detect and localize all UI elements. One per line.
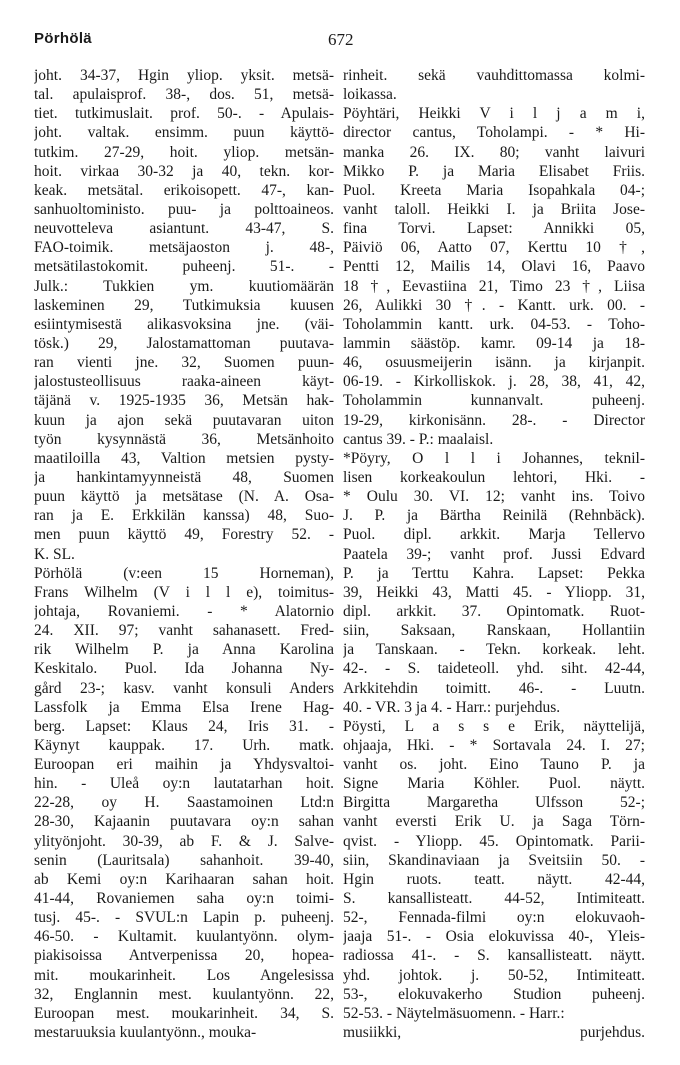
text-line: 24. XII. 97; vanht sahanasett. Fred-	[34, 622, 334, 640]
text-line: 26, Aulikki 30 †. - Kantt. urk. 00. -	[343, 296, 645, 314]
text-line: vanht os. joht. Eino Tauno P. ja	[343, 756, 645, 774]
text-line: Käynyt kauppak. 17. Urh. matk.	[34, 736, 334, 754]
text-line: tiet. tutkimuslait. prof. 50-. - Apulais-	[34, 105, 334, 123]
text-line: Pöysti, L a s s e Erik, näyttelijä,	[343, 717, 645, 735]
text-line: berg. Lapset: Klaus 24, Iris 31. -	[34, 717, 334, 735]
text-line: työn kysynnästä 36, Metsänhoito	[34, 430, 334, 448]
text-line: lammin säästöp. kamr. 09-14 ja 18-	[343, 334, 645, 352]
text-line: 52-53. - Näytelmäsuomenn. - Harr.:	[343, 1004, 565, 1022]
text-line: Frans Wilhelm (V i l l e), toimitus-	[34, 583, 334, 601]
text-line: 19-29, kirkonisänn. 28-. - Director	[343, 411, 645, 429]
text-line: S. kansallisteatt. 44-52, Intimiteatt.	[343, 890, 645, 908]
text-line: 42-. - S. taideteoll. yhd. siht. 42-44,	[343, 660, 645, 678]
text-line: metsätilastokomit. puheenj. 51-. -	[34, 258, 334, 276]
text-line: johtaja, Rovaniemi. - * Alatornio	[34, 602, 334, 620]
text-line: rik Wilhelm P. ja Anna Karolina	[34, 641, 334, 659]
text-line: Pörhölä (v:een 15 Horneman),	[34, 564, 334, 582]
text-line: laskeminen 29, Tutkimuksia kuusen	[34, 296, 334, 314]
text-line: siin, Saksaan, Ranskaan, Hollantiin	[343, 622, 645, 640]
text-line: piakisoissa Antverpenissa 20, hopea-	[34, 947, 334, 965]
text-line: 52-, Fennada-filmi oy:n elokuvaoh-	[343, 909, 645, 927]
text-line: 18 †, Eevastiina 21, Timo 23 †, Liisa	[343, 277, 645, 295]
text-line: tusj. 45-. - SVUL:n Lapin p. puheenj.	[34, 909, 334, 927]
text-line: cantus 39. - P.: maalaisl.	[343, 430, 494, 448]
text-line: J. P. ja Bärtha Reinilä (Rehnbäck).	[343, 507, 645, 525]
text-line: ohjaaja, Hki. - * Sortavala 24. I. 27;	[343, 736, 645, 754]
text-line: Paatela 39-; vanht prof. Jussi Edvard	[343, 545, 645, 563]
text-line: 39, Heikki 43, Matti 45. - Yliopp. 31,	[343, 583, 645, 601]
text-line: 32, Englannin mest. kuulantyönn. 22,	[34, 985, 334, 1003]
text-line: siin, Skandinaviaan ja Sveitsiin 50. -	[343, 851, 645, 869]
text-line: vanht taloll. Heikki I. ja Briita Jose-	[343, 200, 645, 218]
text-line: rinheit. sekä vauhdittomassa kolmi-	[343, 67, 645, 84]
text-line: senin (Lauritsala) sahanhoit. 39-40,	[34, 851, 334, 869]
text-line: täjänä v. 1925-1935 36, Metsän hak-	[34, 392, 334, 410]
text-line: tutkim. 27-29, hoit. yliop. metsän-	[34, 143, 334, 161]
text-line: 06-19. - Kirkolliskok. j. 28, 38, 41, 42,	[343, 373, 645, 391]
text-line: mit. moukarinheit. Los Angelesissa	[34, 966, 334, 984]
text-line: Birgitta Margaretha Ulfsson 52-;	[343, 794, 645, 812]
text-line: lisen korkeakoulun lehtori, Hki. -	[343, 468, 645, 486]
text-line: 46, osuusmeijerin isänn. ja kirjanpit.	[343, 354, 645, 372]
text-line: Keskitalo. Puol. Ida Johanna Ny-	[34, 660, 334, 678]
text-line: qvist. - Yliopp. 45. Opintomatk. Parii-	[343, 832, 645, 850]
text-line: ylityönjoht. 30-39, ab F. & J. Salve-	[34, 832, 334, 850]
text-line: Euroopan eri maihin ja Yhdysvaltoi-	[34, 756, 334, 774]
text-line: manka 26. IX. 80; vanht laivuri	[343, 143, 645, 161]
text-line: ja Tanskaan. - Tekn. korkeak. leht.	[343, 641, 645, 659]
text-line: vanht eversti Erik U. ja Saga Törn-	[343, 813, 645, 831]
text-line: jaaja 51-. - Osia elokuvissa 40-, Yleis-	[343, 928, 645, 946]
text-line: yhd. johtok. j. 50-52, Intimiteatt.	[343, 966, 645, 984]
text-line: puun käyttö ja metsätase (N. A. Osa-	[34, 488, 334, 506]
text-line: ran vienti jne. 32, Suomen puun-	[34, 354, 334, 372]
right-column	[343, 66, 645, 1042]
text-line: K. SL.	[34, 545, 75, 563]
text-line: Puol. Kreeta Maria Isopahkala 04-;	[343, 181, 645, 199]
text-line: ab Kemi oy:n Karihaaran sahan hoit.	[34, 870, 334, 888]
text-line: joht. 34-37, Hgin yliop. yksit. metsä-	[34, 67, 334, 84]
text-line: sanhuoltoministo. puu- ja polttoaineos.	[34, 200, 334, 218]
text-line: *Pöyry, O l l i Johannes, teknil-	[343, 449, 645, 467]
text-line: Puol. dipl. arkkit. Marja Tellervo	[343, 526, 645, 544]
text-line: fina Torvi. Lapset: Annikki 05,	[343, 220, 645, 238]
page-header	[0, 30, 680, 54]
text-line: dipl. arkkit. 37. Opintomatk. Ruot-	[343, 602, 645, 620]
text-line: director cantus, Toholampi. - * Hi-	[343, 124, 645, 142]
text-line: neuvotteleva asiantunt. 43-47, S.	[34, 220, 334, 238]
left-column	[34, 66, 334, 1042]
text-line: Hgin ruots. teatt. näytt. 42-44,	[343, 870, 645, 888]
text-line: tösk.) 29, Jalostamattoman puutava-	[34, 334, 334, 352]
text-line: esiintymisestä alikasvoksina jne. (väi-	[34, 315, 334, 333]
text-line: ran ja E. Erkkilän kanssa) 48, Suo-	[34, 507, 334, 525]
text-line: men puun käyttö 49, Forestry 52. -	[34, 526, 334, 544]
text-line: Arkkitehdin toimitt. 46-. - Luutn.	[343, 679, 645, 697]
text-line: hin. - Uleå oy:n lautatarhan hoit.	[34, 775, 334, 793]
text-line: Pentti 12, Mailis 14, Olavi 16, Paavo	[343, 258, 645, 276]
text-line: * Oulu 30. VI. 12; vanht ins. Toivo	[343, 488, 645, 506]
text-line: jalostusteollisuus raaka-aineen käyt-	[34, 373, 334, 391]
text-line: 41-44, Rovaniemen saha oy:n toimi-	[34, 890, 334, 908]
text-line: 40. - VR. 3 ja 4. - Harr.: purjehdus.	[343, 698, 561, 716]
text-line: Pöyhtäri, Heikki V i l j a m i,	[343, 105, 645, 123]
text-line: Lassfolk ja Emma Elsa Irene Hag-	[34, 698, 334, 716]
text-line: kuun ja ajon sekä puutavaran uiton	[34, 411, 334, 429]
page-number: 672	[328, 30, 354, 49]
text-line: P. ja Terttu Kahra. Lapset: Pekka	[343, 564, 645, 582]
text-line: mestaruuksia kuulantyönn., mouka-	[34, 1024, 257, 1042]
text-line: Toholammin kunnanvalt. puheenj.	[343, 392, 645, 410]
text-line: Toholammin kantt. urk. 04-53. - Toho-	[343, 315, 645, 333]
text-line: 22-28, oy H. Saastamoinen Ltd:n	[34, 794, 334, 812]
text-line: loikassa.	[343, 86, 397, 104]
text-line: 28-30, Kajaanin puutavara oy:n sahan	[34, 813, 334, 831]
text-line: Päiviö 06, Aatto 07, Kerttu 10 †,	[343, 239, 645, 257]
text-line: joht. valtak. ensimm. puun käyttö-	[34, 124, 334, 142]
text-line: maatiloilla 43, Valtion metsien pysty-	[34, 449, 334, 467]
text-line: Mikko P. ja Maria Elisabet Friis.	[343, 162, 645, 180]
text-line: gård 23-; kasv. vanht konsuli Anders	[34, 679, 334, 697]
text-line: musiikki, purjehdus.	[343, 1024, 645, 1042]
text-line: hoit. virkaa 30-32 ja 40, tekn. kor-	[34, 162, 334, 180]
running-title: Pörhölä	[34, 30, 92, 47]
text-line: tal. apulaisprof. 38-, dos. 51, metsä-	[34, 86, 334, 104]
text-line: ja hankintamyynneistä 48, Suomen	[34, 468, 334, 486]
text-line: 46-50. - Kultamit. kuulantyönn. olym-	[34, 928, 334, 946]
text-line: Julk.: Tukkien ym. kuutiomäärän	[34, 277, 334, 295]
text-line: FAO-toimik. metsäjaoston j. 48-,	[34, 239, 334, 257]
text-line: Signe Maria Köhler. Puol. näytt.	[343, 775, 645, 793]
text-line: keak. metsätal. erikoisopett. 47-, kan-	[34, 181, 334, 199]
text-line: Euroopan mest. moukarinheit. 34, S.	[34, 1004, 334, 1022]
text-line: 53-, elokuvakerho Studion puheenj.	[343, 985, 645, 1003]
text-line: radiossa 41-. - S. kansallisteatt. näytt.	[343, 947, 645, 965]
